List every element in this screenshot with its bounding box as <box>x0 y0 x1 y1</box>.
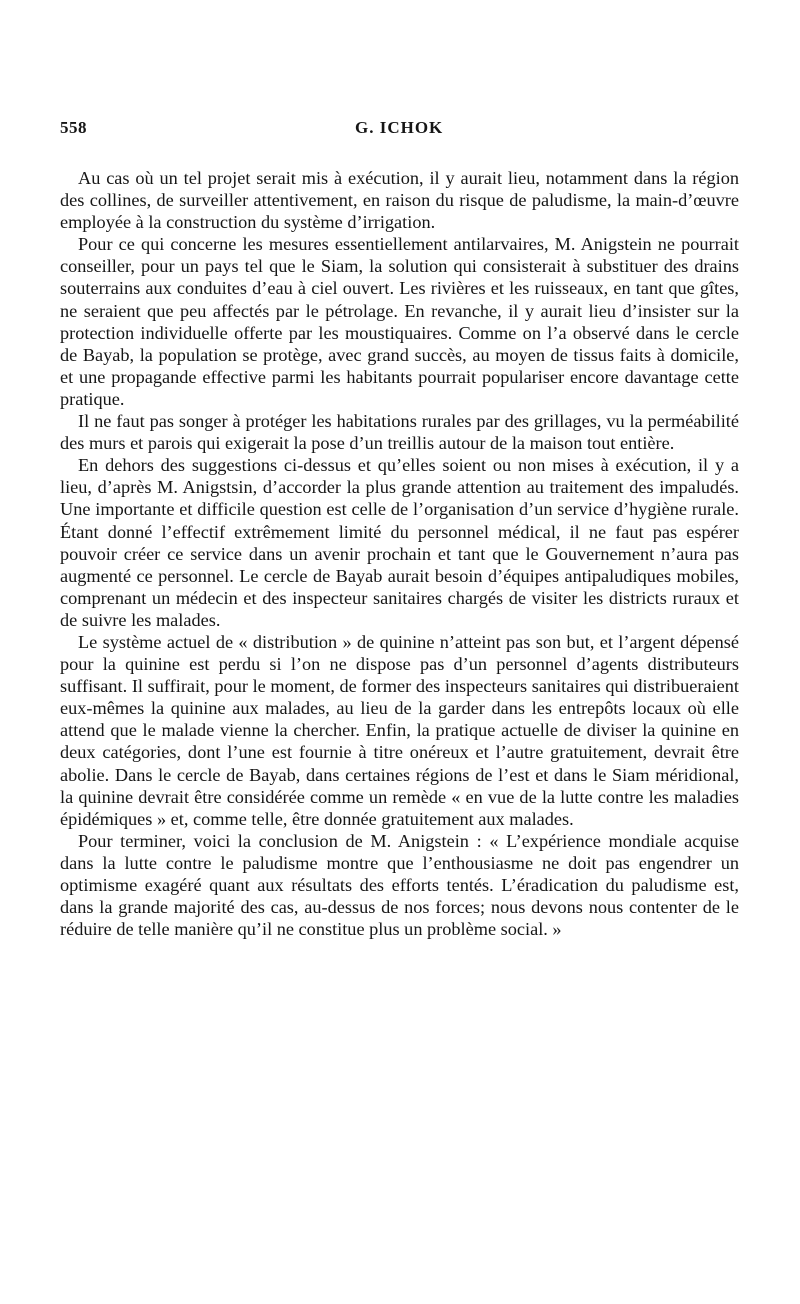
page-number: 558 <box>60 118 87 137</box>
paragraph-irrigation: Au cas où un tel projet serait mis à exécution, il y aurait lieu, notamment dans la région des collines, de surveiller attentivement, en raison du risque de paludisme, la main-d’œuvre employée à la construction du système d’irrigation. <box>60 168 739 233</box>
page-header <box>60 118 740 142</box>
paragraph-quinine-distribution: Le système actuel de « distribution » de quinine n’atteint pas son but, et l’argent dépensé pour la quinine est perdu si l’on ne dispose pas d’un personnel d’agents distributeurs suffisant. Il suffirait, pour le moment, de former des inspecteurs sanitaires qui distribueraient eux-mêmes la quinine aux malades, au lieu de la garder dans les entrepôts locaux où elle attend que le malade vienne la chercher. Enfin, la pratique actuelle de diviser la quinine en deux catégories, dont l’une est fournie à titre onéreux et l’autre gratuitement, devrait être abolie. Dans le cercle de Bayab, dans certaines régions de l’est et dans le Siam méridional, la quinine devrait être considérée comme un remède « en vue de la lutte contre les maladies épidémiques » et, comme telle, être donnée gratuitement aux malades. <box>60 631 739 829</box>
paragraph-rural-hygiene-service: En dehors des suggestions ci-dessus et qu’elles soient ou non mises à exécution, il y a lieu, d’après M. Anigstsin, d’accorder la plus grande attention au traitement des impaludés. Une importante et difficile question est celle de l’organisation d’un service d’hygiène rurale. Étant donné l’effectif extrêmement limité du personnel médical, il ne faut pas espérer pouvoir créer ce service dans un avenir prochain et tant que le Gouvernement n’aura pas augmenté ce personnel. Le cercle de Bayab aurait besoin d’équipes antipaludiques mobiles, comprenant un médecin et des inspecteur sanitaires chargés de visiter les districts ruraux et de suivre les malades. <box>60 455 739 630</box>
paragraph-screening: Il ne faut pas songer à protéger les habitations rurales par des grillages, vu la perméabilité des murs et parois qui exigerait la pose d’un treillis autour de la maison tout entière. <box>60 411 739 454</box>
body-text <box>60 167 739 940</box>
paragraph-conclusion: Pour terminer, voici la conclusion de M. Anigstein : « L’expérience mondiale acquise dans la lutte contre le paludisme montre que l’enthousiasme ne doit pas engendrer un optimisme exagéré quant aux résultats des efforts tentés. L’éradication du paludisme est, dans la grande majorité des cas, au-dessus de nos forces; nous devons nous contenter de le réduire de telle manière qu’il ne constitue plus un problème social. » <box>60 830 739 940</box>
running-head-author: G. ICHOK <box>355 118 444 137</box>
paragraph-antilarval-measures: Pour ce qui concerne les mesures essentiellement antilarvaires, M. Anigstein ne pourrait conseiller, pour un pays tel que le Siam, la solution qui consisterait à substituer des drains souterrains aux conduites d’eau à ciel ouvert. Les rivières et les ruisseaux, en tant que gîtes, ne seraient que peu affectés par le pétrolage. En revanche, il y aurait lieu d’insister sur la protection individuelle offerte par les moustiquaires. Comme on l’a observé dans le cercle de Bayab, la population se protège, avec grand succès, au moyen de tissus faits à domicile, et une propagande effective parmi les habitants pourrait populariser encore davantage cette pratique. <box>60 234 739 409</box>
